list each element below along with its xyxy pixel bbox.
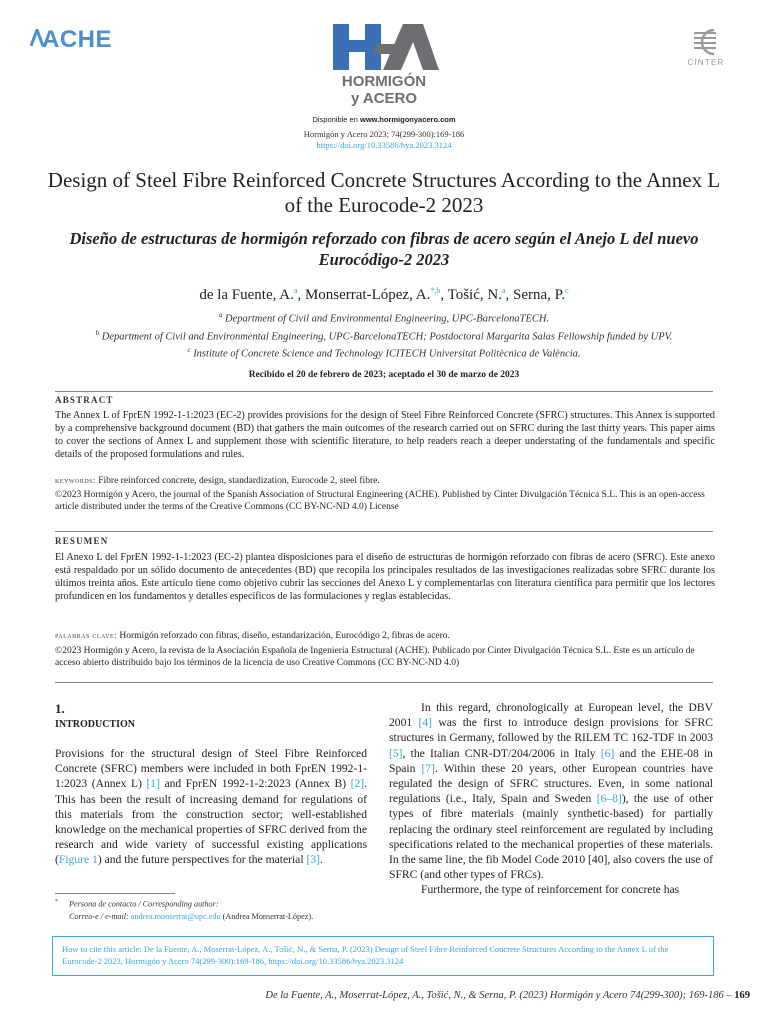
right-column-paragraph: Furthermore, the type of reinforcement for concrete has [421,883,680,897]
resumen-copyright: ©2023 Hormigón y Acero, la revista de la Asociación Española de Ingeniería Estructural (ACHE). Publicado por Cinter Divulgación Técnica S.L. Este es un artículo de acceso abierto distribuido bajo los términos de la licencia de uso Creative Commons (CC BY-NC-ND 4.0) [55,646,695,668]
abstract-text: The Annex L of FprEN 1992-1-1:2023 (EC-2) provides provisions for the design of Steel Fibre Reinforced Concrete (SFRC) structures. This Annex is supported by a comprehensive background document (BD) that gathers the main outcomes of the research carried out on SFRC during the last thirty years. This paper aims to cover the sections of Annex L and supplement those with scientific literature, to help readers reach a deeper understating of the fundamentals and specific details of the proposed formulations and rules. [55,410,715,460]
footnote-contact-label: Persona de contacto / Corresponding author: [69,899,219,909]
logo-text-hormigon: HORMIGÓN [341,73,427,90]
author-affiliation-mark[interactable]: a [501,286,506,295]
author-name: de la Fuente, A. [199,287,294,303]
ache-logo-mark-icon [30,29,44,47]
affiliation-text: Department of Civil and Environmental Engineering, UPC-BarcelonaTECH. [225,313,550,325]
left-column-paragraph [55,746,367,868]
reference-link[interactable]: [4] [418,716,433,730]
affiliation-mark: c [187,346,191,354]
affiliation-mark: b [95,329,100,337]
author-separator: , [440,287,448,303]
abstract-copyright: ©2023 Hormigón y Acero, the journal of the Spanish Association of Structural Engineering (ACHE). Published by Cinter Divulgación Técnica S.L. This is an open-access article distributed under the terms of the Creative Commons (CC BY-NC-ND 4.0) License [55,490,705,512]
journal-citation: Hormigón y Acero 2023; 74(299-300):169-186 [303,129,465,139]
reference-link[interactable]: [3] [306,853,320,867]
author-affiliation-mark[interactable]: a [293,286,298,295]
author-affiliation-mark[interactable]: c [565,286,569,295]
footnote-line [55,911,375,923]
logo-text-acero: y ACERO [350,90,418,107]
right-column-paragraph [389,700,713,882]
reference-link[interactable]: [7] [421,761,435,775]
author-separator: , [297,287,305,303]
footnote-email-label: Correo-e / e-mail: [69,911,129,921]
author-name: Tošić, N. [447,287,502,303]
paragraph-text: . This has been the result of increasing demand for regulations of this materials from the construction sector; well-established knowledge on the mechanical properties of SFRC derived from the research and wide variety of successful existing applications ( [55,777,367,867]
section-number: 1. [55,701,65,716]
figure-link[interactable]: Figure 1 [58,853,98,867]
affiliation-c [40,346,728,360]
how-to-cite-box: How to cite this article: De la Fuente, A., Moserrat-López, A., Tošić, N., & Serna, P. (2023) Design of Steel Fibre Reinforced Concrete Structures According to the Annex L of the Eurocode-2 2023, Hormigón y Acero 74(299-300):169-186, https://doi.org/10.33586/hya.2023.3124 [52,936,714,976]
paragraph-text: In this regard, chronologically at European level, the DBV 2001 [389,701,713,730]
doi-link[interactable]: https://doi.org/10.33586/hya.2023.3124 [316,140,452,150]
article-title: Design of Steel Fibre Reinforced Concrete Structures According to the Annex L of the Eurocode-2 2023 [47,168,721,217]
author-list [0,286,768,304]
ache-logo-text: ACHE [42,26,113,53]
palabras-clave-text: Hormigón reforzado con fibras, diseño, estandarización, Eurocódigo 2, fibras de acero. [119,631,450,641]
paragraph-text: . Within these 20 years, other European countries have regulated the design of SFRC structures. Even, in some national regulations (i.e., Italy, Spain and Sweden [389,761,713,806]
footnote-mark: * [55,899,58,905]
running-footer-citation: De la Fuente, A., Moserrat-López, A., Tošić, N., & Serna, P. (2023) Hormigón y Acero 74(299-300); 169-186 – [265,990,732,1001]
abstract-keywords [55,475,715,486]
footnote-author-name: (Andrea Monserrat-López). [222,911,314,921]
right-column [389,700,713,898]
paragraph-text: ) and the future perspectives for the material [97,853,307,867]
affiliation-a [40,311,728,325]
resumen-bottom-rule [55,682,713,683]
resumen-keywords [55,630,715,641]
journal-website-link[interactable]: www.hormigonyacero.com [359,115,456,124]
affiliation-b [40,329,728,343]
paragraph-text: ), the use of other types of fibre materials (mainly synthetic-based) for partially replacing the ordinary steel reinforcement are regulated by including specifications related to the mechanical properties of these materials. In the same line, the fib Model Code 2010 [40], also covers the use of SFRC (and other types of FRCs). [389,792,714,882]
paragraph-text: Provisions for the structural design of Steel Fibre Reinforced Concrete (SFRC) members were included in both FprEN 1992-1-1:2023 (Annex L) [55,747,367,791]
paragraph-text: was the first to introduce design provisions for SFRC structures in Germany, followed by the RILEM TC 162-TDF in 2003 [389,716,714,745]
paragraph-text: , the Italian CNR-DT/204/2006 in Italy [402,746,601,760]
author-affiliation-mark[interactable]: *,b [430,286,441,295]
keywords-text: Fibre reinforced concrete, design, standardization, Eurocode 2, steel fibre. [98,476,380,486]
cinter-logo [680,24,732,68]
abstract-top-rule [55,391,713,392]
hormigon-y-acero-logo [325,20,443,112]
received-dates: Recibido el 20 de febrero de 2023; aceptado el 30 de marzo de 2023 [248,370,520,380]
section-title: INTRODUCTION [55,719,136,730]
author-name: Monserrat-López, A. [304,287,431,303]
resumen-top-rule [55,531,713,532]
hormigon-y-acero-logo-icon [325,20,443,112]
reference-link[interactable]: [1] [146,777,160,791]
running-footer [265,990,750,1001]
author-name: Serna, P. [513,287,566,303]
cinter-logo-icon [680,24,732,68]
abstract-heading: ABSTRACT [55,395,114,405]
keywords-label: keywords: [55,475,96,485]
reference-link[interactable]: [2] [350,777,365,791]
author-email-link[interactable]: andrea.monserrat@upc.edu [130,911,221,921]
palabras-clave-label: palabras clave: [55,630,118,640]
availability-prefix: Disponible en [312,115,358,124]
ache-logo [30,26,112,54]
corresponding-author-footnote [55,896,375,923]
reference-link[interactable]: [6–8] [596,792,622,806]
article-subtitle: Diseño de estructuras de hormigón reforzado con fibras de acero según el Anejo L del nuevo Eurocódigo-2 2023 [69,229,699,269]
affiliation-text: Institute of Concrete Science and Technology ICITECH Universitat Politècnica de València. [193,348,581,360]
resumen-text: El Anexo L del FprEN 1992-1-1:2023 (EC-2) plantea disposiciones para el diseño de estructuras de hormigón reforzado con fibras de acero (SFRC). Este anexo está respaldado por un sólido documento de antecedentes (BD) que recopila los principales resultados de las investigaciones realizadas sobre SFRC durante los últimos treinta años. Este artículo tiene como objetivo cubrir las secciones del Anexo L y complementarlas con literatura científica para permitir que los lectores profundicen en los fundamentos y detalles específicos de las formulaciones y reglas establecidas. [55,552,715,602]
paragraph-text: and the EHE-08 in Spain [389,746,713,775]
reference-link[interactable]: [6] [600,746,615,760]
page-number: 169 [734,990,750,1001]
paragraph-text: . [319,853,323,867]
reference-link[interactable]: [5] [389,746,403,760]
affiliation-text: Department of Civil and Environmental Engineering, UPC-BarcelonaTECH; Postdoctoral Margarita Salas Fellowship funded by UPV. [101,331,673,343]
cinter-logo-text: CINTER [687,58,725,67]
resumen-heading: RESUMEN [55,536,109,546]
availability-line [0,115,768,124]
affiliation-mark: a [218,311,223,319]
author-separator: , [505,287,514,303]
footnote-line [55,896,375,911]
paragraph-text: and FprEN 1992-1-2:2023 (Annex B) [159,777,351,791]
footnote-rule [55,893,175,894]
